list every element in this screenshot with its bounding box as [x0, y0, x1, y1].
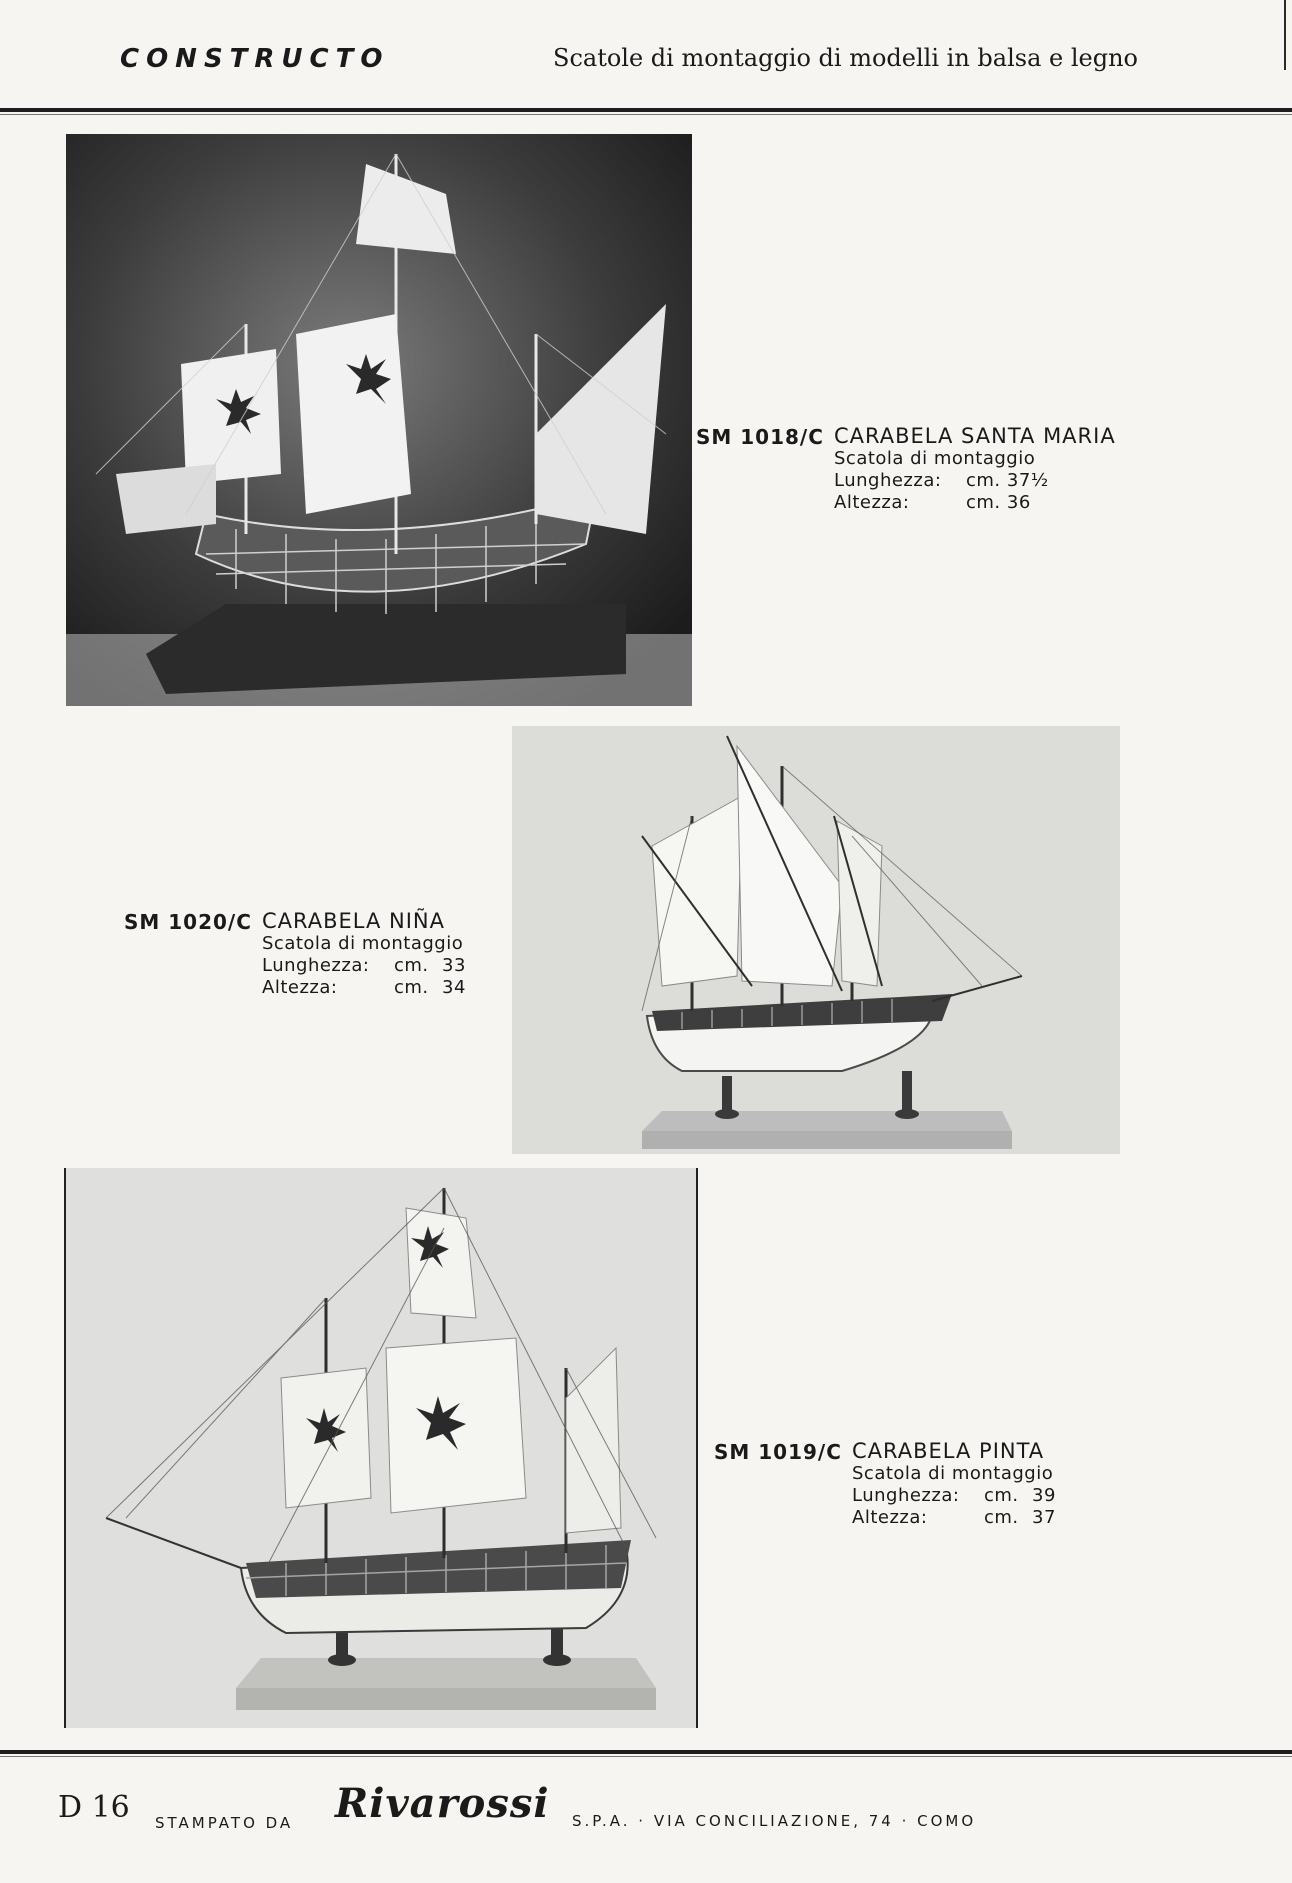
length-label: Lunghezza: — [852, 1485, 960, 1506]
height-label: Altezza: — [834, 492, 910, 513]
length-label: Lunghezza: — [262, 955, 370, 976]
product-specs-santa-maria — [834, 448, 1049, 514]
product-code-santa-maria: SM 1018/C — [696, 425, 824, 449]
page-edge-line — [1284, 0, 1286, 70]
height-value: 34 — [442, 977, 466, 998]
product-specs-nina — [262, 933, 466, 999]
photo-nina — [512, 726, 1120, 1154]
product-specs-pinta — [852, 1463, 1056, 1529]
photo-pinta — [64, 1168, 698, 1728]
height-label: Altezza: — [852, 1507, 928, 1528]
photo-santa-maria — [66, 134, 692, 706]
kit-label: Scatola di montaggio — [852, 1463, 1054, 1484]
page-number: D 16 — [58, 1790, 130, 1825]
footer-rule — [0, 1750, 1292, 1754]
length-value: 33 — [442, 955, 466, 976]
product-code-pinta: SM 1019/C — [714, 1440, 842, 1464]
printer-address: S.P.A. · VIA CONCILIAZIONE, 74 · COMO — [572, 1812, 977, 1830]
height-unit: cm. — [984, 1507, 1019, 1528]
product-code-nina: SM 1020/C — [124, 910, 252, 934]
length-unit: cm. — [394, 955, 429, 976]
length-unit: cm. — [984, 1485, 1019, 1506]
height-label: Altezza: — [262, 977, 338, 998]
header-rule — [0, 108, 1292, 112]
kit-label: Scatola di montaggio — [262, 933, 464, 954]
length-value: cm. 37½ — [966, 470, 1049, 491]
footer-rule-thin — [0, 1756, 1292, 1757]
product-name-pinta: CARABELA PINTA — [852, 1439, 1045, 1463]
height-unit: cm. — [394, 977, 429, 998]
brand-title: CONSTRUCTO — [120, 44, 390, 74]
kit-label: Scatola di montaggio — [834, 448, 1036, 469]
height-value: cm. 36 — [966, 492, 1031, 513]
height-value: 37 — [1032, 1507, 1056, 1528]
length-value: 39 — [1032, 1485, 1056, 1506]
length-label: Lunghezza: — [834, 470, 942, 491]
product-name-nina: CARABELA NIÑA — [262, 909, 446, 933]
header-rule-thin — [0, 114, 1292, 115]
rivarossi-logo: Rivarossi — [335, 1780, 550, 1827]
page-tagline: Scatole di montaggio di modelli in balsa e legno — [553, 44, 1138, 72]
printed-by-label: STAMPATO DA — [155, 1814, 294, 1832]
product-name-santa-maria: CARABELA SANTA MARIA — [834, 424, 1116, 448]
